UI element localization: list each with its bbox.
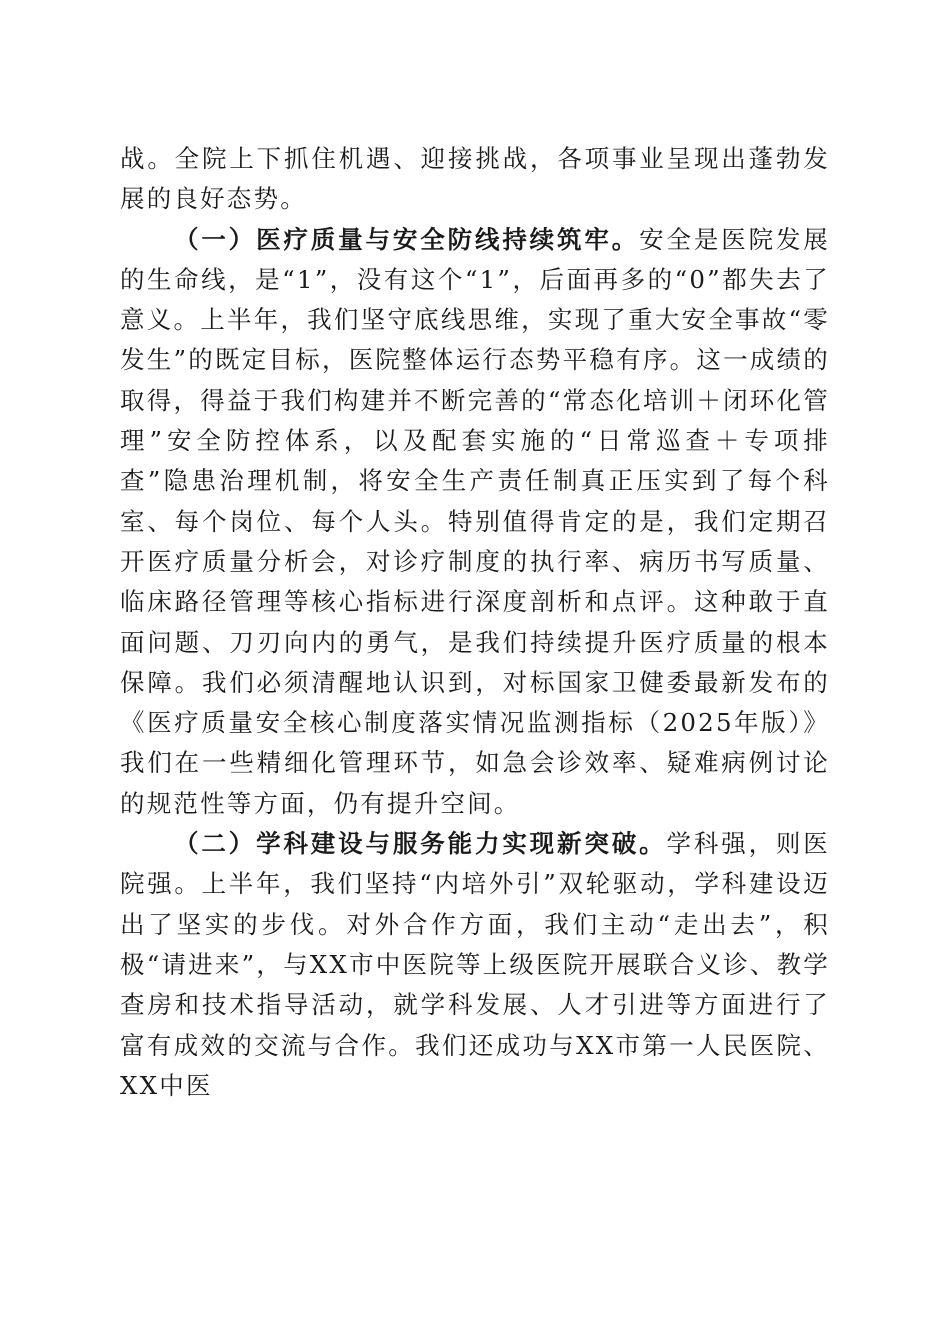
paragraph-intro-continuation xyxy=(120,139,830,220)
paragraph-section-discipline-building xyxy=(120,824,830,1106)
paragraph-text: 安全是医院发展的生命线，是“1”，没有这个“1”，后面再多的“0”都失去了意义。上半年，我们坚守底线思维，实现了重大安全事故“零发生”的既定目标，医院整体运行态势平稳有序。这一成绩的取得，得益于我们构建并不断完善的“常态化培训＋闭环化管理”安全防控体系，以及配套实施的“日常巡查＋专项排查”隐患治理机制，将安全生产责任制真正压实到了每个科室、每个岗位、每个人头。特别值得肯定的是，我们定期召开医疗质量分析会，对诊疗制度的执行率、病历书写质量、临床路径管理等核心指标进行深度剖析和点评。这种敢于直面问题、刀刃向内的勇气，是我们持续提升医疗质量的根本保障。我们必须清醒地认识到，对标国家卫健委最新发布的《医疗质量安全核心制度落实情况监测指标（2025年版）》我们在一些精细化管理环节，如急会诊效率、疑难病例讨论的规范性等方面，仍有提升空间。 xyxy=(120,224,830,818)
body-text xyxy=(120,139,830,1106)
paragraph-text: 战。全院上下抓住机遇、迎接挑战，各项事业呈现出蓬勃发展的良好态势。 xyxy=(120,144,830,214)
paragraph-section-medical-quality xyxy=(120,220,830,824)
section-heading-medical-quality: （一）医疗质量与安全防线持续筑牢。 xyxy=(174,224,640,254)
section-heading-discipline-building: （二）学科建设与服务能力实现新突破。 xyxy=(174,829,667,859)
paragraph-text: 学科强，则医院强。上半年，我们坚持“内培外引”双轮驱动，学科建设迈出了坚实的步伐。对外合作方面，我们主动“走出去”，积极“请进来”，与XX市中医院等上级医院开展联合义诊、教学查房和技术指导活动，就学科发展、人才引进等方面进行了富有成效的交流与合作。我们还成功与XX市第一人民医院、XX中医 xyxy=(120,829,830,1100)
